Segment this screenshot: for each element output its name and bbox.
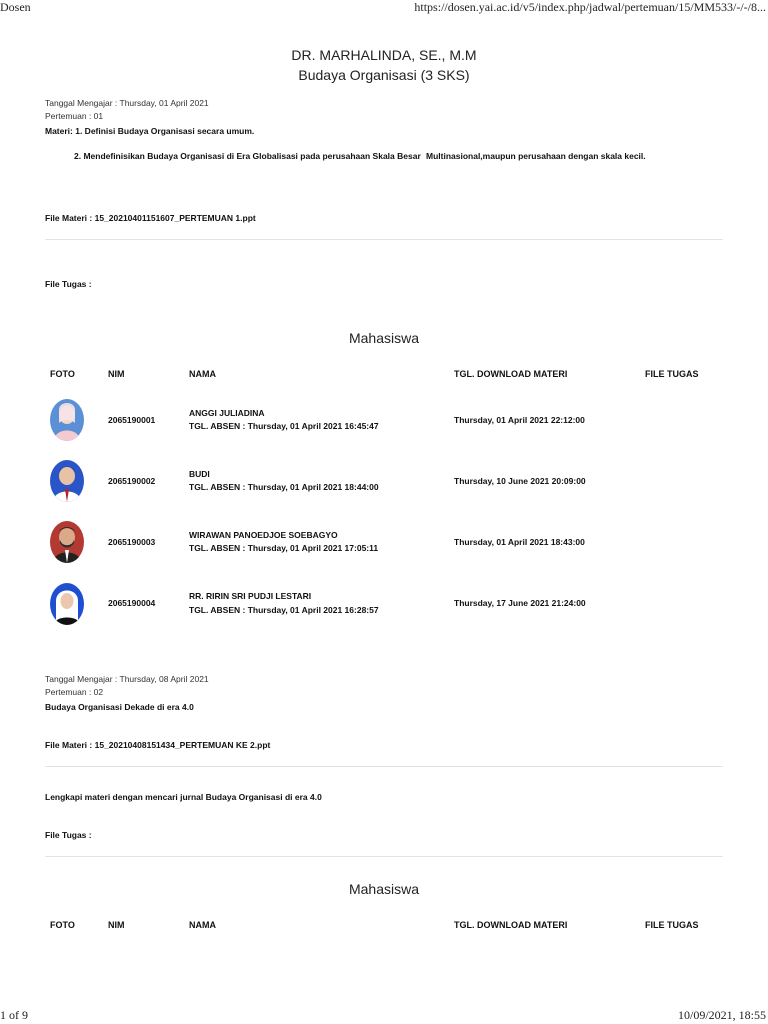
student-download-date: Thursday, 10 June 2021 20:09:00 [454, 476, 586, 486]
divider [45, 856, 723, 857]
student-download-date: Thursday, 01 April 2021 18:43:00 [454, 537, 585, 547]
column-header-nama: NAMA [189, 920, 216, 930]
meeting-2-file-materi[interactable]: File Materi : 15_20210408151434_PERTEMUAN KE 2.ppt [45, 740, 271, 750]
print-header [0, 0, 768, 16]
meeting-1-number: Pertemuan : 01 [45, 111, 104, 121]
column-header-file-tugas: FILE TUGAS [645, 369, 699, 379]
meeting-2-number: Pertemuan : 02 [45, 687, 104, 697]
divider [45, 766, 723, 767]
lecturer-name: DR. MARHALINDA, SE., M.M [291, 47, 477, 63]
student-absen: TGL. ABSEN : Thursday, 01 April 2021 17:05:11 [189, 543, 379, 553]
student-name: ANGGI JULIADINA [189, 408, 265, 418]
meeting-2-file-tugas: File Tugas : [45, 830, 92, 840]
student-photo-icon [50, 583, 84, 625]
print-header-url: https://dosen.yai.ac.id/v5/index.php/jadwal/pertemuan/15/MM533/-/-/8... [414, 0, 766, 14]
column-header-foto: FOTO [50, 920, 75, 930]
student-absen: TGL. ABSEN : Thursday, 01 April 2021 16:28:57 [189, 605, 379, 615]
print-header-title: Dosen [0, 0, 31, 14]
meeting-1-date: Tanggal Mengajar : Thursday, 01 April 2021 [45, 98, 209, 108]
student-name: BUDI [189, 469, 210, 479]
course-title: Budaya Organisasi (3 SKS) [298, 67, 470, 83]
meeting-1-materi-1: Materi: 1. Definisi Budaya Organisasi secara umum. [45, 126, 255, 136]
meeting-1-materi-2b: Multinasional,maupun perusahaan dengan skala kecil. [426, 151, 646, 161]
print-footer [0, 1008, 768, 1024]
page-counter: 1 of 9 [0, 1008, 28, 1022]
student-photo-icon [50, 399, 84, 441]
student-photo-icon [50, 460, 84, 502]
student-name: RR. RIRIN SRI PUDJI LESTARI [189, 591, 312, 601]
meeting-2-tugas-description: Lengkapi materi dengan mencari jurnal Budaya Organisasi di era 4.0 [45, 792, 322, 802]
student-photo-icon [50, 521, 84, 563]
student-nim: 2065190001 [108, 415, 156, 425]
student-absen: TGL. ABSEN : Thursday, 01 April 2021 16:45:47 [189, 421, 379, 431]
student-absen: TGL. ABSEN : Thursday, 01 April 2021 18:44:00 [189, 482, 379, 492]
column-header-download: TGL. DOWNLOAD MATERI [454, 920, 568, 930]
student-nim: 2065190002 [108, 476, 156, 486]
meeting-1-file-materi[interactable]: File Materi : 15_20210401151607_PERTEMUAN 1.ppt [45, 213, 256, 223]
divider [45, 239, 723, 240]
column-header-download: TGL. DOWNLOAD MATERI [454, 369, 568, 379]
students-section-title: Mahasiswa [348, 881, 420, 897]
column-header-nama: NAMA [189, 369, 216, 379]
student-download-date: Thursday, 17 June 2021 21:24:00 [454, 598, 586, 608]
column-header-nim: NIM [108, 369, 125, 379]
students-section-title: Mahasiswa [348, 330, 420, 346]
print-timestamp: 10/09/2021, 18:55 [677, 1008, 766, 1022]
student-nim: 2065190003 [108, 537, 156, 547]
column-header-foto: FOTO [50, 369, 75, 379]
column-header-file-tugas: FILE TUGAS [645, 920, 699, 930]
meeting-1-file-tugas: File Tugas : [45, 279, 92, 289]
meeting-1-materi-2a: 2. Mendefinisikan Budaya Organisasi di Era Globalisasi pada perusahaan Skala Besar [74, 151, 421, 161]
student-download-date: Thursday, 01 April 2021 22:12:00 [454, 415, 585, 425]
student-nim: 2065190004 [108, 598, 156, 608]
student-name: WIRAWAN PANOEDJOE SOEBAGYO [189, 530, 338, 540]
meeting-2-materi: Budaya Organisasi Dekade di era 4.0 [45, 702, 194, 712]
meeting-2-date: Tanggal Mengajar : Thursday, 08 April 2021 [45, 674, 209, 684]
column-header-nim: NIM [108, 920, 125, 930]
